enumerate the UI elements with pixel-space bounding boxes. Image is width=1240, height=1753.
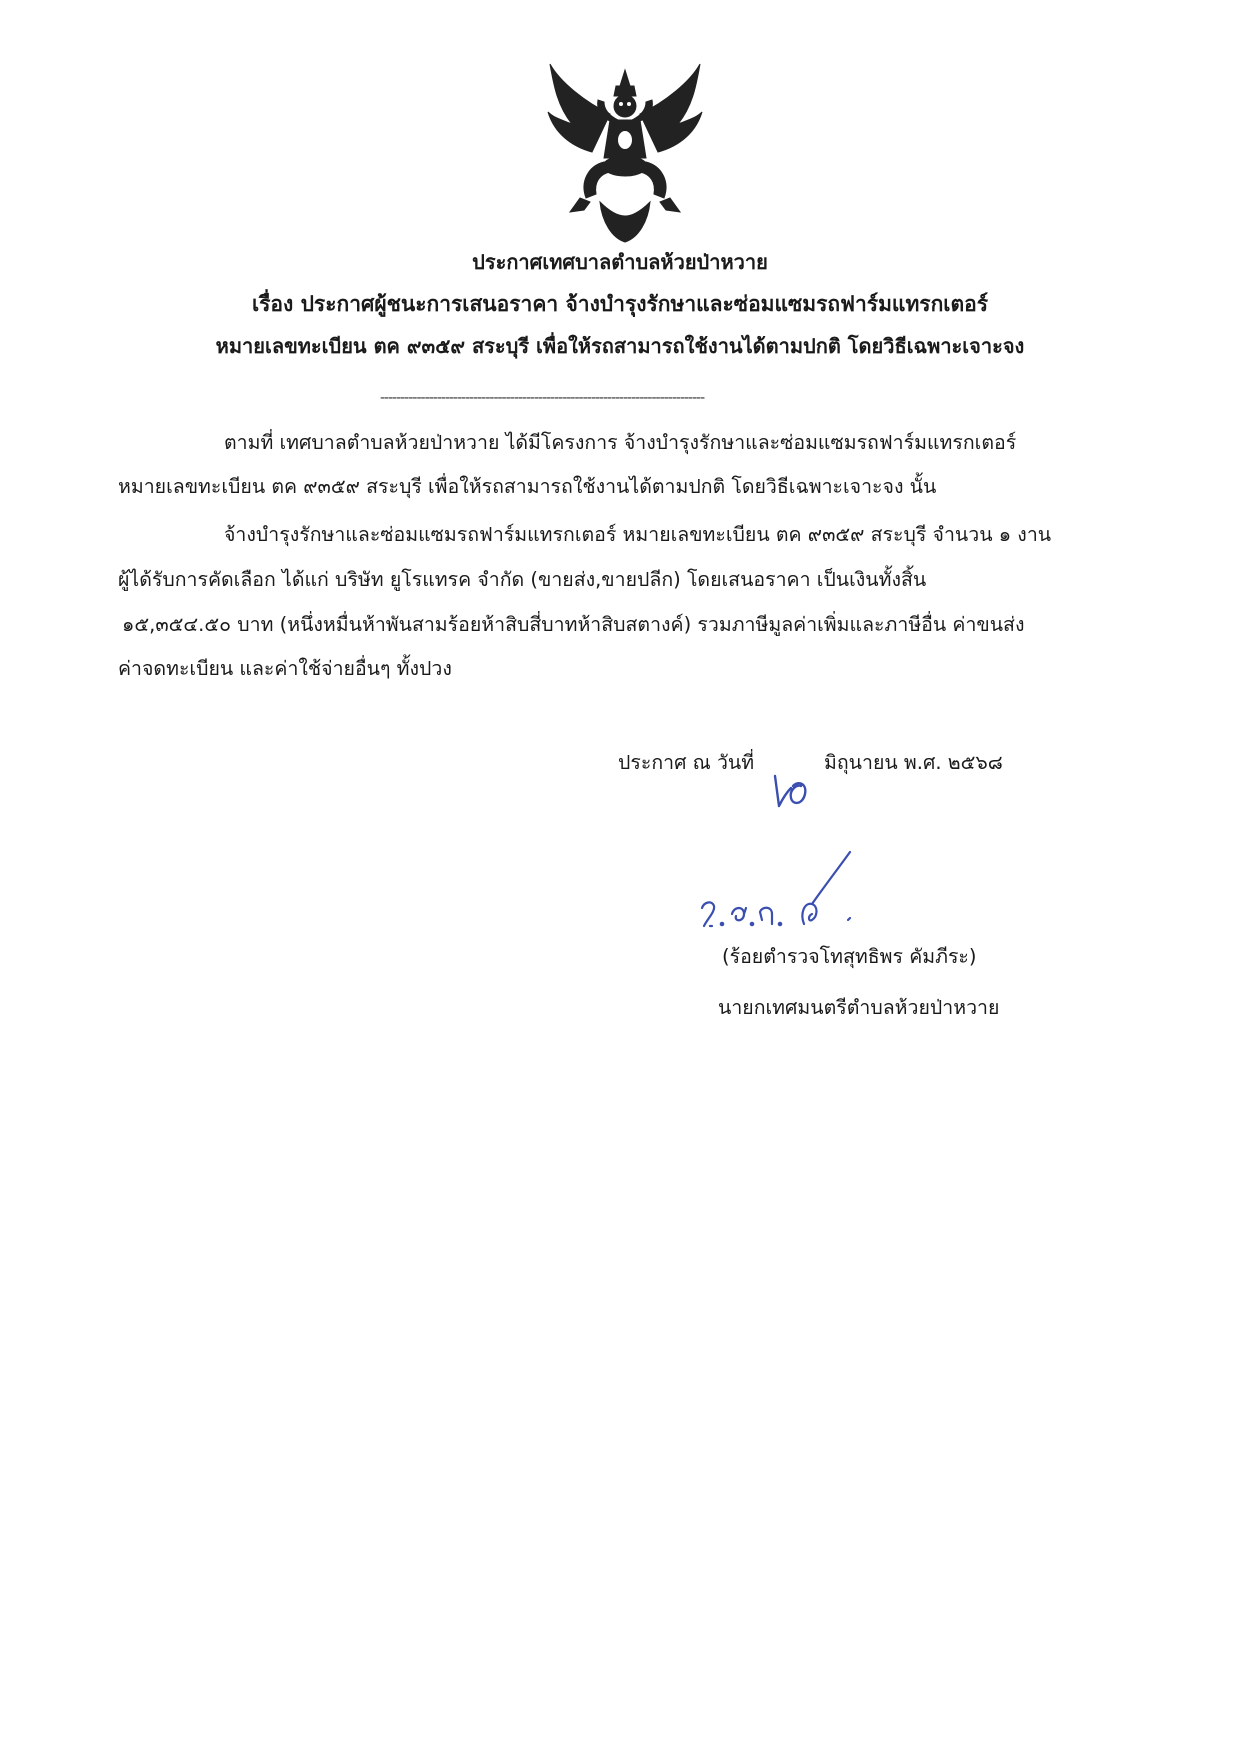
signer-position: นายกเทศมนตรีตำบลห้วยป่าหวาย — [718, 996, 1000, 1019]
announcement-org-title: ประกาศเทศบาลตำบลห้วยป่าหวาย — [472, 250, 768, 274]
paragraph-2-line-3: ๑๕,๓๕๔.๕๐ บาท (หนึ่งหมื่นห้าพันสามร้อยห้าสิบสี่บาทห้าสิบสตางค์) รวมภาษีมูลค่าเพิ่มและภาษีอื่น ค่าขนส่ง — [122, 613, 1025, 636]
paragraph-2-line-1: จ้างบำรุงรักษาและซ่อมแซมรถฟาร์มแทรกเตอร์ หมายเลขทะเบียน ตค ๙๓๕๙ สระบุรี จำนวน ๑ งาน — [224, 523, 1052, 546]
paragraph-1-line-1: ตามที่ เทศบาลตำบลห้วยป่าหวาย ได้มีโครงการ จ้างบำรุงรักษาและซ่อมแซมรถฟาร์มแทรกเตอร์ — [224, 431, 1017, 454]
garuda-emblem-icon — [540, 62, 710, 244]
announcement-subject-line2: หมายเลขทะเบียน ตค ๙๓๕๙ สระบุรี เพื่อให้รถสามารถใช้งานได้ตามปกติ โดยวิธีเฉพาะเจาะจง — [215, 334, 1025, 358]
date-prefix: ประกาศ ณ วันที่ — [618, 751, 755, 774]
announcement-subject: เรื่อง ประกาศผู้ชนะการเสนอราคา จ้างบำรุงรักษาและซ่อมแซมรถฟาร์มแทรกเตอร์ — [251, 292, 989, 316]
date-suffix: มิถุนายน พ.ศ. ๒๕๖๘ — [824, 751, 1003, 774]
handwritten-day-mark — [769, 772, 811, 812]
paragraph-2-line-4: ค่าจดทะเบียน และค่าใช้จ่ายอื่นๆ ทั้งปวง — [118, 657, 452, 680]
handwritten-signature — [700, 848, 920, 938]
signer-name: (ร้อยตำรวจโทสุทธิพร คัมภีระ) — [722, 945, 977, 968]
header-divider: -------------------------------------------------------------------------------- — [380, 390, 705, 406]
paragraph-2-line-2: ผู้ได้รับการคัดเลือก ได้แก่ บริษัท ยูโรแทรค จำกัด (ขายส่ง,ขายปลีก) โดยเสนอราคา เป็นเงินทั้งสิ้น — [118, 568, 927, 591]
paragraph-1-line-2: หมายเลขทะเบียน ตค ๙๓๕๙ สระบุรี เพื่อให้รถสามารถใช้งานได้ตามปกติ โดยวิธีเฉพาะเจาะจง นั้น — [118, 475, 937, 498]
